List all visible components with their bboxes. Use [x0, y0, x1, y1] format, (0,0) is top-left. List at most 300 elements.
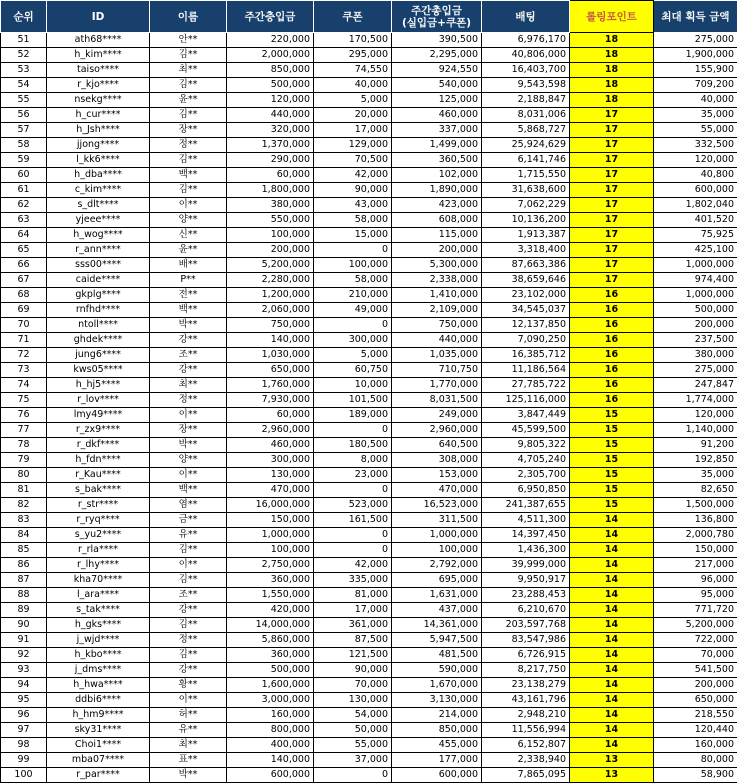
header-name[interactable]: 이름 — [150, 1, 227, 33]
cell-id[interactable]: gkplg**** — [47, 288, 150, 303]
cell-weekly-total[interactable]: 481,500 — [392, 648, 482, 663]
cell-name[interactable]: 김** — [150, 108, 227, 123]
cell-name[interactable]: 김** — [150, 543, 227, 558]
cell-max-prize[interactable]: 1,774,000 — [654, 393, 737, 408]
cell-name[interactable]: 신** — [150, 228, 227, 243]
cell-weekly-deposit[interactable]: 600,000 — [227, 768, 314, 783]
cell-betting[interactable]: 2,305,700 — [482, 468, 570, 483]
cell-max-prize[interactable]: 95,000 — [654, 588, 737, 603]
cell-betting[interactable]: 39,999,000 — [482, 558, 570, 573]
cell-rolling-points[interactable]: 17 — [570, 183, 654, 198]
cell-id[interactable]: s_yu2**** — [47, 528, 150, 543]
cell-id[interactable]: kws05**** — [47, 363, 150, 378]
cell-betting[interactable]: 23,102,000 — [482, 288, 570, 303]
cell-weekly-total[interactable]: 308,000 — [392, 453, 482, 468]
cell-rank[interactable]: 82 — [1, 498, 47, 513]
cell-id[interactable]: lmy49**** — [47, 408, 150, 423]
cell-max-prize[interactable]: 722,000 — [654, 633, 737, 648]
cell-max-prize[interactable]: 974,400 — [654, 273, 737, 288]
cell-weekly-total[interactable]: 2,792,000 — [392, 558, 482, 573]
cell-name[interactable]: 김** — [150, 78, 227, 93]
cell-rank[interactable]: 56 — [1, 108, 47, 123]
cell-rank[interactable]: 54 — [1, 78, 47, 93]
cell-max-prize[interactable]: 401,520 — [654, 213, 737, 228]
cell-rolling-points[interactable]: 16 — [570, 363, 654, 378]
cell-name[interactable]: 최** — [150, 378, 227, 393]
cell-weekly-total[interactable]: 924,550 — [392, 63, 482, 78]
cell-weekly-total[interactable]: 590,000 — [392, 663, 482, 678]
cell-name[interactable]: 배** — [150, 258, 227, 273]
header-rank[interactable]: 순위 — [1, 1, 47, 33]
cell-id[interactable]: h_fdn**** — [47, 453, 150, 468]
cell-coupon[interactable]: 90,000 — [314, 663, 392, 678]
cell-weekly-total[interactable]: 440,000 — [392, 333, 482, 348]
cell-max-prize[interactable]: 200,000 — [654, 318, 737, 333]
cell-rolling-points[interactable]: 17 — [570, 123, 654, 138]
table-row[interactable] — [1, 648, 737, 663]
cell-rank[interactable]: 68 — [1, 288, 47, 303]
cell-betting[interactable]: 3,847,449 — [482, 408, 570, 423]
table-row[interactable] — [1, 123, 737, 138]
cell-betting[interactable]: 7,090,250 — [482, 333, 570, 348]
cell-weekly-total[interactable]: 390,500 — [392, 33, 482, 48]
cell-weekly-deposit[interactable]: 7,930,000 — [227, 393, 314, 408]
cell-betting[interactable]: 38,659,646 — [482, 273, 570, 288]
cell-betting[interactable]: 11,186,564 — [482, 363, 570, 378]
cell-weekly-deposit[interactable]: 300,000 — [227, 453, 314, 468]
cell-weekly-deposit[interactable]: 150,000 — [227, 513, 314, 528]
cell-rank[interactable]: 77 — [1, 423, 47, 438]
cell-id[interactable]: sky31**** — [47, 723, 150, 738]
cell-max-prize[interactable]: 1,000,000 — [654, 258, 737, 273]
cell-coupon[interactable]: 55,000 — [314, 738, 392, 753]
cell-rank[interactable]: 80 — [1, 468, 47, 483]
cell-coupon[interactable]: 81,000 — [314, 588, 392, 603]
cell-betting[interactable]: 83,547,986 — [482, 633, 570, 648]
cell-id[interactable]: jjong**** — [47, 138, 150, 153]
cell-weekly-total[interactable]: 115,000 — [392, 228, 482, 243]
cell-weekly-total[interactable]: 1,770,000 — [392, 378, 482, 393]
cell-coupon[interactable]: 23,000 — [314, 468, 392, 483]
cell-coupon[interactable]: 523,000 — [314, 498, 392, 513]
header-coupon[interactable]: 쿠폰 — [314, 1, 392, 33]
table-row[interactable] — [1, 318, 737, 333]
cell-name[interactable]: 유** — [150, 528, 227, 543]
cell-weekly-deposit[interactable]: 500,000 — [227, 78, 314, 93]
cell-coupon[interactable]: 58,000 — [314, 213, 392, 228]
cell-max-prize[interactable]: 58,900 — [654, 768, 737, 783]
cell-weekly-total[interactable]: 1,631,000 — [392, 588, 482, 603]
cell-betting[interactable]: 6,950,850 — [482, 483, 570, 498]
cell-rolling-points[interactable]: 16 — [570, 378, 654, 393]
table-row[interactable] — [1, 618, 737, 633]
cell-max-prize[interactable]: 237,500 — [654, 333, 737, 348]
cell-rolling-points[interactable]: 14 — [570, 723, 654, 738]
cell-max-prize[interactable]: 82,650 — [654, 483, 737, 498]
cell-weekly-total[interactable]: 214,000 — [392, 708, 482, 723]
cell-weekly-deposit[interactable]: 1,760,000 — [227, 378, 314, 393]
cell-betting[interactable]: 6,210,670 — [482, 603, 570, 618]
cell-id[interactable]: r_Kau**** — [47, 468, 150, 483]
cell-id[interactable]: c_kim**** — [47, 183, 150, 198]
cell-id[interactable]: h_wog**** — [47, 228, 150, 243]
cell-rank[interactable]: 94 — [1, 678, 47, 693]
cell-name[interactable]: 김** — [150, 153, 227, 168]
cell-weekly-deposit[interactable]: 550,000 — [227, 213, 314, 228]
cell-max-prize[interactable]: 650,000 — [654, 693, 737, 708]
cell-weekly-total[interactable]: 470,000 — [392, 483, 482, 498]
cell-betting[interactable]: 16,385,712 — [482, 348, 570, 363]
cell-name[interactable]: 양** — [150, 213, 227, 228]
cell-weekly-deposit[interactable]: 1,370,000 — [227, 138, 314, 153]
cell-weekly-total[interactable]: 1,670,000 — [392, 678, 482, 693]
cell-name[interactable]: 전** — [150, 288, 227, 303]
cell-name[interactable]: 윤** — [150, 243, 227, 258]
cell-betting[interactable]: 23,288,453 — [482, 588, 570, 603]
cell-betting[interactable]: 34,545,037 — [482, 303, 570, 318]
cell-name[interactable]: 정** — [150, 393, 227, 408]
cell-name[interactable]: 표** — [150, 753, 227, 768]
cell-weekly-total[interactable]: 850,000 — [392, 723, 482, 738]
cell-weekly-total[interactable]: 14,361,000 — [392, 618, 482, 633]
cell-id[interactable]: r_lhy**** — [47, 558, 150, 573]
cell-rank[interactable]: 98 — [1, 738, 47, 753]
cell-max-prize[interactable]: 1,000,000 — [654, 288, 737, 303]
cell-rank[interactable]: 62 — [1, 198, 47, 213]
cell-coupon[interactable]: 335,000 — [314, 573, 392, 588]
cell-max-prize[interactable]: 218,550 — [654, 708, 737, 723]
cell-rank[interactable]: 57 — [1, 123, 47, 138]
cell-rolling-points[interactable]: 17 — [570, 273, 654, 288]
cell-name[interactable]: 백** — [150, 303, 227, 318]
cell-weekly-total[interactable]: 710,750 — [392, 363, 482, 378]
cell-rolling-points[interactable]: 17 — [570, 228, 654, 243]
cell-name[interactable]: 이** — [150, 408, 227, 423]
cell-id[interactable]: s_bak**** — [47, 483, 150, 498]
cell-max-prize[interactable]: 1,802,040 — [654, 198, 737, 213]
cell-name[interactable]: 강** — [150, 603, 227, 618]
cell-weekly-total[interactable]: 1,410,000 — [392, 288, 482, 303]
cell-id[interactable]: jung6**** — [47, 348, 150, 363]
cell-name[interactable]: 김** — [150, 573, 227, 588]
table-row[interactable] — [1, 348, 737, 363]
cell-weekly-total[interactable]: 337,000 — [392, 123, 482, 138]
cell-coupon[interactable]: 87,500 — [314, 633, 392, 648]
cell-coupon[interactable]: 10,000 — [314, 378, 392, 393]
cell-id[interactable]: h_hwa**** — [47, 678, 150, 693]
cell-rolling-points[interactable]: 16 — [570, 303, 654, 318]
cell-coupon[interactable]: 20,000 — [314, 108, 392, 123]
cell-id[interactable]: r_ann**** — [47, 243, 150, 258]
cell-betting[interactable]: 4,705,240 — [482, 453, 570, 468]
cell-weekly-total[interactable]: 600,000 — [392, 768, 482, 783]
cell-rolling-points[interactable]: 15 — [570, 483, 654, 498]
cell-coupon[interactable]: 121,500 — [314, 648, 392, 663]
cell-name[interactable]: 백** — [150, 168, 227, 183]
cell-name[interactable]: 강** — [150, 663, 227, 678]
cell-coupon[interactable]: 361,000 — [314, 618, 392, 633]
cell-rank[interactable]: 97 — [1, 723, 47, 738]
cell-rolling-points[interactable]: 15 — [570, 453, 654, 468]
cell-rolling-points[interactable]: 17 — [570, 213, 654, 228]
cell-id[interactable]: j_dms**** — [47, 663, 150, 678]
table-row[interactable] — [1, 393, 737, 408]
cell-betting[interactable]: 23,138,279 — [482, 678, 570, 693]
cell-weekly-total[interactable]: 455,000 — [392, 738, 482, 753]
cell-id[interactable]: r_kjo**** — [47, 78, 150, 93]
cell-rolling-points[interactable]: 16 — [570, 393, 654, 408]
cell-weekly-deposit[interactable]: 400,000 — [227, 738, 314, 753]
cell-id[interactable]: ddbi6**** — [47, 693, 150, 708]
header-id[interactable]: ID — [47, 1, 150, 33]
cell-rank[interactable]: 76 — [1, 408, 47, 423]
cell-name[interactable]: 김** — [150, 648, 227, 663]
cell-rank[interactable]: 71 — [1, 333, 47, 348]
cell-weekly-total[interactable]: 102,000 — [392, 168, 482, 183]
cell-betting[interactable]: 12,137,850 — [482, 318, 570, 333]
cell-betting[interactable]: 5,868,727 — [482, 123, 570, 138]
cell-weekly-deposit[interactable]: 3,000,000 — [227, 693, 314, 708]
cell-weekly-total[interactable]: 540,000 — [392, 78, 482, 93]
cell-betting[interactable]: 3,318,400 — [482, 243, 570, 258]
cell-max-prize[interactable]: 40,800 — [654, 168, 737, 183]
cell-max-prize[interactable]: 120,000 — [654, 408, 737, 423]
cell-name[interactable]: 이** — [150, 198, 227, 213]
cell-betting[interactable]: 1,715,550 — [482, 168, 570, 183]
cell-weekly-deposit[interactable]: 1,000,000 — [227, 528, 314, 543]
cell-betting[interactable]: 45,599,500 — [482, 423, 570, 438]
cell-betting[interactable]: 6,726,915 — [482, 648, 570, 663]
cell-rank[interactable]: 96 — [1, 708, 47, 723]
cell-max-prize[interactable]: 771,720 — [654, 603, 737, 618]
cell-max-prize[interactable]: 2,000,780 — [654, 528, 737, 543]
cell-max-prize[interactable]: 709,200 — [654, 78, 737, 93]
cell-betting[interactable]: 2,338,940 — [482, 753, 570, 768]
table-row[interactable] — [1, 78, 737, 93]
cell-weekly-deposit[interactable]: 320,000 — [227, 123, 314, 138]
cell-weekly-deposit[interactable]: 200,000 — [227, 243, 314, 258]
cell-betting[interactable]: 9,950,917 — [482, 573, 570, 588]
cell-coupon[interactable]: 129,000 — [314, 138, 392, 153]
table-row[interactable] — [1, 678, 737, 693]
cell-name[interactable]: 김** — [150, 618, 227, 633]
table-row[interactable] — [1, 723, 737, 738]
cell-name[interactable]: 최** — [150, 738, 227, 753]
cell-betting[interactable]: 4,511,300 — [482, 513, 570, 528]
cell-coupon[interactable]: 43,000 — [314, 198, 392, 213]
cell-max-prize[interactable]: 120,440 — [654, 723, 737, 738]
cell-id[interactable]: h_kim**** — [47, 48, 150, 63]
header-weekly-deposit[interactable]: 주간충입금 — [227, 1, 314, 33]
cell-betting[interactable]: 8,217,750 — [482, 663, 570, 678]
cell-max-prize[interactable]: 247,847 — [654, 378, 737, 393]
cell-weekly-deposit[interactable]: 1,030,000 — [227, 348, 314, 363]
cell-rolling-points[interactable]: 15 — [570, 468, 654, 483]
cell-weekly-total[interactable]: 8,031,500 — [392, 393, 482, 408]
cell-weekly-deposit[interactable]: 380,000 — [227, 198, 314, 213]
cell-rolling-points[interactable]: 16 — [570, 318, 654, 333]
cell-rank[interactable]: 73 — [1, 363, 47, 378]
cell-weekly-total[interactable]: 2,295,000 — [392, 48, 482, 63]
cell-weekly-deposit[interactable]: 850,000 — [227, 63, 314, 78]
cell-rolling-points[interactable]: 14 — [570, 648, 654, 663]
cell-coupon[interactable]: 0 — [314, 423, 392, 438]
table-row[interactable] — [1, 513, 737, 528]
table-row[interactable] — [1, 213, 737, 228]
cell-weekly-deposit[interactable]: 60,000 — [227, 168, 314, 183]
cell-rolling-points[interactable]: 16 — [570, 288, 654, 303]
cell-weekly-total[interactable]: 437,000 — [392, 603, 482, 618]
table-row[interactable] — [1, 228, 737, 243]
cell-rank[interactable]: 83 — [1, 513, 47, 528]
cell-name[interactable]: 백** — [150, 483, 227, 498]
cell-max-prize[interactable]: 70,000 — [654, 648, 737, 663]
cell-coupon[interactable]: 0 — [314, 483, 392, 498]
cell-weekly-deposit[interactable]: 290,000 — [227, 153, 314, 168]
cell-weekly-total[interactable]: 177,000 — [392, 753, 482, 768]
cell-id[interactable]: nsekg**** — [47, 93, 150, 108]
cell-weekly-total[interactable]: 2,338,000 — [392, 273, 482, 288]
cell-max-prize[interactable]: 1,140,000 — [654, 423, 737, 438]
cell-rolling-points[interactable]: 18 — [570, 93, 654, 108]
cell-betting[interactable]: 87,663,386 — [482, 258, 570, 273]
cell-rank[interactable]: 89 — [1, 603, 47, 618]
cell-weekly-total[interactable]: 423,000 — [392, 198, 482, 213]
cell-betting[interactable]: 1,436,300 — [482, 543, 570, 558]
cell-max-prize[interactable]: 275,000 — [654, 363, 737, 378]
cell-coupon[interactable]: 5,000 — [314, 348, 392, 363]
cell-name[interactable]: 박** — [150, 318, 227, 333]
cell-rank[interactable]: 75 — [1, 393, 47, 408]
cell-coupon[interactable]: 60,750 — [314, 363, 392, 378]
cell-max-prize[interactable]: 35,000 — [654, 108, 737, 123]
cell-rolling-points[interactable]: 17 — [570, 243, 654, 258]
table-row[interactable] — [1, 378, 737, 393]
cell-weekly-deposit[interactable]: 2,750,000 — [227, 558, 314, 573]
cell-rolling-points[interactable]: 14 — [570, 588, 654, 603]
cell-betting[interactable]: 10,136,200 — [482, 213, 570, 228]
cell-weekly-total[interactable]: 1,890,000 — [392, 183, 482, 198]
cell-rolling-points[interactable]: 18 — [570, 78, 654, 93]
cell-rank[interactable]: 79 — [1, 453, 47, 468]
cell-weekly-total[interactable]: 249,000 — [392, 408, 482, 423]
cell-coupon[interactable]: 54,000 — [314, 708, 392, 723]
cell-weekly-total[interactable]: 5,947,500 — [392, 633, 482, 648]
cell-coupon[interactable]: 5,000 — [314, 93, 392, 108]
cell-name[interactable]: P** — [150, 273, 227, 288]
cell-rolling-points[interactable]: 15 — [570, 423, 654, 438]
cell-id[interactable]: caide**** — [47, 273, 150, 288]
table-row[interactable] — [1, 768, 737, 783]
table-row[interactable] — [1, 603, 737, 618]
cell-name[interactable]: 김** — [150, 48, 227, 63]
table-row[interactable] — [1, 453, 737, 468]
cell-name[interactable]: 이** — [150, 468, 227, 483]
cell-weekly-deposit[interactable]: 5,860,000 — [227, 633, 314, 648]
cell-coupon[interactable]: 74,550 — [314, 63, 392, 78]
cell-rolling-points[interactable]: 15 — [570, 438, 654, 453]
cell-max-prize[interactable]: 380,000 — [654, 348, 737, 363]
table-row[interactable] — [1, 63, 737, 78]
cell-rolling-points[interactable]: 14 — [570, 513, 654, 528]
cell-coupon[interactable]: 101,500 — [314, 393, 392, 408]
cell-betting[interactable]: 9,543,598 — [482, 78, 570, 93]
table-row[interactable] — [1, 363, 737, 378]
table-row[interactable] — [1, 258, 737, 273]
cell-weekly-total[interactable]: 360,500 — [392, 153, 482, 168]
cell-weekly-deposit[interactable]: 420,000 — [227, 603, 314, 618]
cell-rank[interactable]: 70 — [1, 318, 47, 333]
cell-id[interactable]: r_ryq**** — [47, 513, 150, 528]
cell-max-prize[interactable]: 541,500 — [654, 663, 737, 678]
cell-rank[interactable]: 91 — [1, 633, 47, 648]
table-row[interactable] — [1, 693, 737, 708]
cell-name[interactable]: 강** — [150, 363, 227, 378]
cell-id[interactable]: yjeee**** — [47, 213, 150, 228]
cell-rank[interactable]: 67 — [1, 273, 47, 288]
cell-weekly-total[interactable]: 608,000 — [392, 213, 482, 228]
table-row[interactable] — [1, 738, 737, 753]
cell-name[interactable]: 허** — [150, 708, 227, 723]
cell-weekly-deposit[interactable]: 5,200,000 — [227, 258, 314, 273]
table-row[interactable] — [1, 303, 737, 318]
cell-rolling-points[interactable]: 13 — [570, 753, 654, 768]
cell-id[interactable]: s_tak**** — [47, 603, 150, 618]
cell-weekly-deposit[interactable]: 120,000 — [227, 93, 314, 108]
cell-name[interactable]: 강** — [150, 333, 227, 348]
cell-coupon[interactable]: 58,000 — [314, 273, 392, 288]
cell-rolling-points[interactable]: 14 — [570, 708, 654, 723]
cell-weekly-deposit[interactable]: 1,550,000 — [227, 588, 314, 603]
cell-weekly-total[interactable]: 1,035,000 — [392, 348, 482, 363]
cell-weekly-total[interactable]: 2,109,000 — [392, 303, 482, 318]
cell-weekly-deposit[interactable]: 2,000,000 — [227, 48, 314, 63]
table-row[interactable] — [1, 408, 737, 423]
cell-rank[interactable]: 72 — [1, 348, 47, 363]
cell-coupon[interactable]: 50,000 — [314, 723, 392, 738]
cell-betting[interactable]: 203,597,768 — [482, 618, 570, 633]
table-row[interactable] — [1, 423, 737, 438]
cell-rank[interactable]: 90 — [1, 618, 47, 633]
cell-id[interactable]: l_ara**** — [47, 588, 150, 603]
cell-max-prize[interactable]: 5,200,000 — [654, 618, 737, 633]
cell-max-prize[interactable]: 136,800 — [654, 513, 737, 528]
cell-coupon[interactable]: 0 — [314, 528, 392, 543]
table-row[interactable] — [1, 483, 737, 498]
cell-id[interactable]: r_par**** — [47, 768, 150, 783]
cell-weekly-total[interactable]: 460,000 — [392, 108, 482, 123]
cell-max-prize[interactable]: 160,000 — [654, 738, 737, 753]
cell-betting[interactable]: 25,924,629 — [482, 138, 570, 153]
cell-rolling-points[interactable]: 16 — [570, 348, 654, 363]
cell-rolling-points[interactable]: 17 — [570, 108, 654, 123]
cell-max-prize[interactable]: 150,000 — [654, 543, 737, 558]
cell-weekly-deposit[interactable]: 220,000 — [227, 33, 314, 48]
cell-max-prize[interactable]: 275,000 — [654, 33, 737, 48]
cell-rolling-points[interactable]: 14 — [570, 603, 654, 618]
cell-weekly-deposit[interactable]: 2,280,000 — [227, 273, 314, 288]
cell-id[interactable]: j_wjd**** — [47, 633, 150, 648]
cell-rolling-points[interactable]: 14 — [570, 528, 654, 543]
cell-rolling-points[interactable]: 14 — [570, 738, 654, 753]
cell-max-prize[interactable]: 80,000 — [654, 753, 737, 768]
cell-weekly-total[interactable]: 1,000,000 — [392, 528, 482, 543]
cell-id[interactable]: h_dba**** — [47, 168, 150, 183]
cell-weekly-deposit[interactable]: 60,000 — [227, 408, 314, 423]
cell-max-prize[interactable]: 96,000 — [654, 573, 737, 588]
cell-max-prize[interactable]: 91,200 — [654, 438, 737, 453]
cell-id[interactable]: ath68**** — [47, 33, 150, 48]
